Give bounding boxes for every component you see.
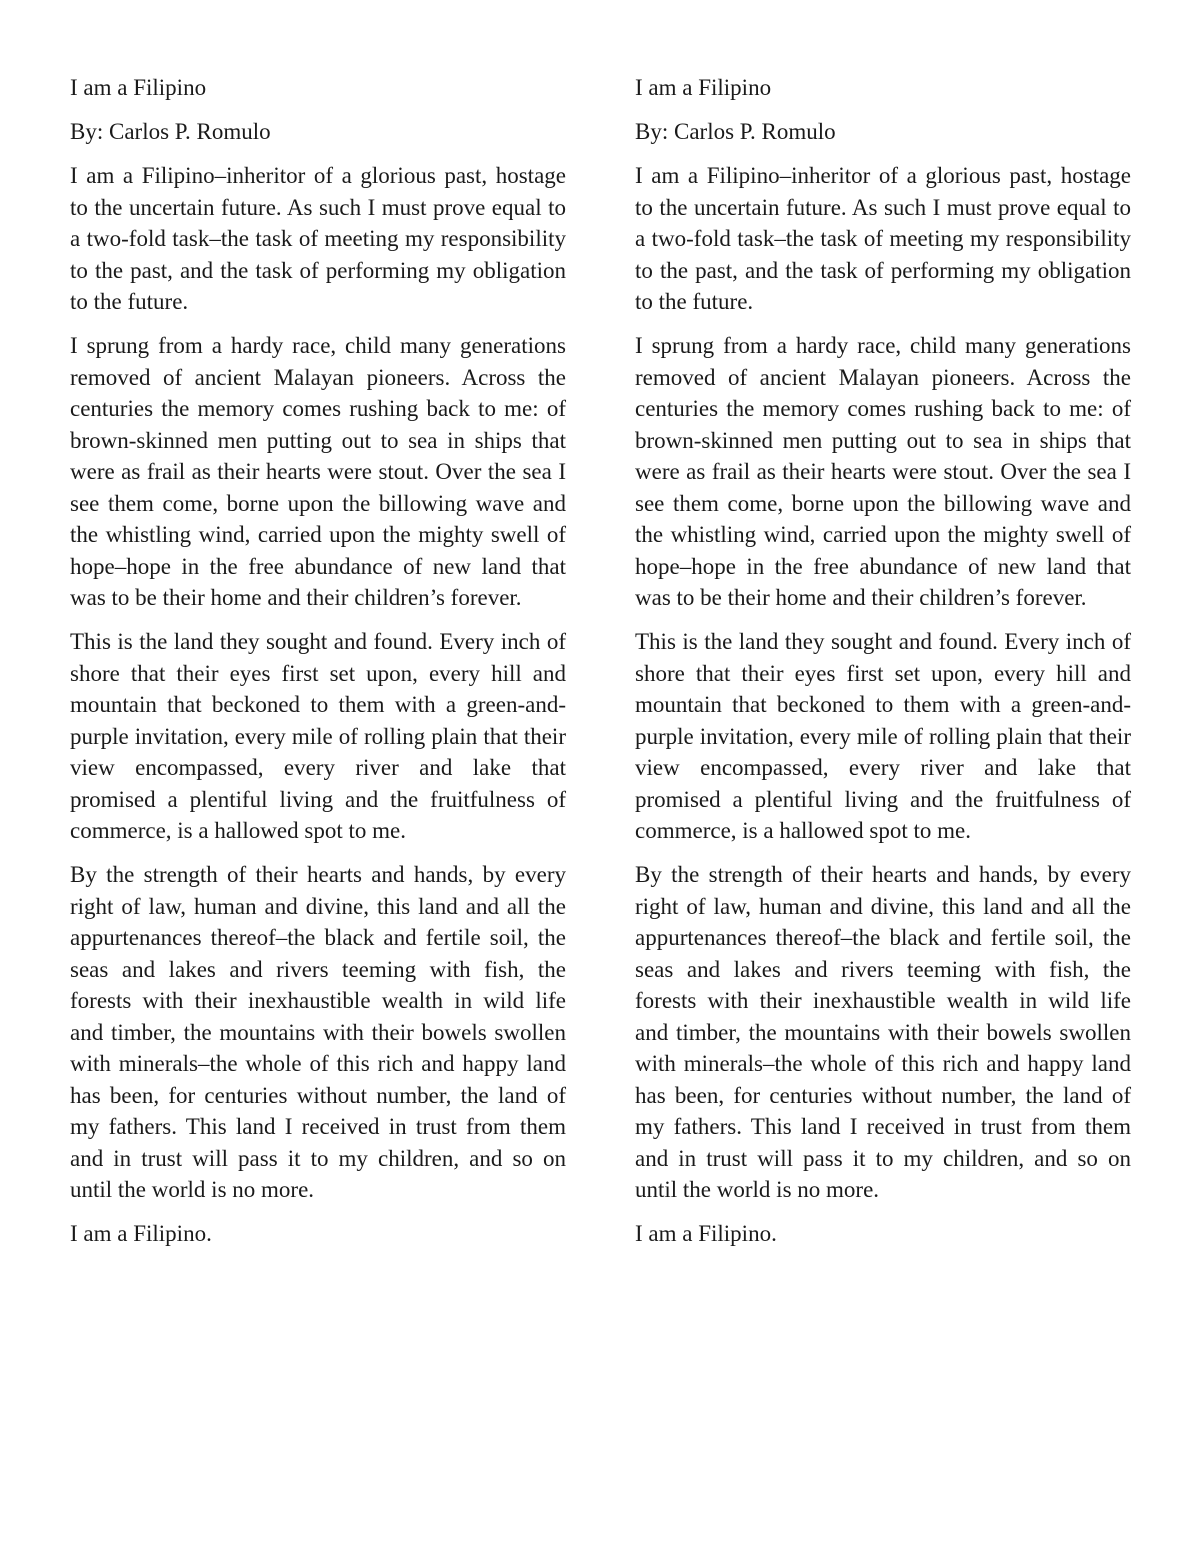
poem-byline: By: Carlos P. Romulo <box>635 119 836 144</box>
paragraph: This is the land they sought and found. Every inch of shore that their eyes first set upon, every hill and mountain that beckoned to them with a green-and-purple invitation, every mile of rolling plain that their view encompassed, every river and lake that promised a plentiful living and the fruitfulness of commerce, is a hallowed spot to me. <box>70 629 566 843</box>
left-column <box>70 72 566 1262</box>
paragraph: This is the land they sought and found. Every inch of shore that their eyes first set upon, every hill and mountain that beckoned to them with a green-and-purple invitation, every mile of rolling plain that their view encompassed, every river and lake that promised a plentiful living and the fruitfulness of commerce, is a hallowed spot to me. <box>635 629 1131 843</box>
paragraph: I sprung from a hardy race, child many generations removed of ancient Malayan pioneers. Across the centuries the memory comes rushing back to me: of brown-skinned men putting out to sea in ships that were as frail as their hearts were stout. Over the sea I see them come, borne upon the billowing wave and the whistling wind, carried upon the mighty swell of hope–hope in the free abundance of new land that was to be their home and their children’s forever. <box>635 333 1131 610</box>
closing-line: I am a Filipino. <box>70 1221 212 1246</box>
poem-title: I am a Filipino <box>635 75 772 100</box>
paragraph: I sprung from a hardy race, child many generations removed of ancient Malayan pioneers. Across the centuries the memory comes rushing back to me: of brown-skinned men putting out to sea in ships that were as frail as their hearts were stout. Over the sea I see them come, borne upon the billowing wave and the whistling wind, carried upon the mighty swell of hope–hope in the free abundance of new land that was to be their home and their children’s forever. <box>70 333 566 610</box>
paragraph: I am a Filipino–inheritor of a glorious past, hostage to the uncertain future. As such I must prove equal to a two-fold task–the task of meeting my responsibility to the past, and the task of performing my obligation to the future. <box>635 163 1131 314</box>
poem-title: I am a Filipino <box>70 75 207 100</box>
paragraph: I am a Filipino–inheritor of a glorious past, hostage to the uncertain future. As such I must prove equal to a two-fold task–the task of meeting my responsibility to the past, and the task of performing my obligation to the future. <box>70 163 566 314</box>
poem-byline: By: Carlos P. Romulo <box>70 119 271 144</box>
paragraph: By the strength of their hearts and hands, by every right of law, human and divine, this land and all the appurtenances thereof–the black and fertile soil, the seas and lakes and rivers teeming with fish, the forests with their inexhaustible wealth in wild life and timber, the mountains with their bowels swollen with minerals–the whole of this rich and happy land has been, for centuries without number, the land of my fathers. This land I received in trust from them and in trust will pass it to my children, and so on until the world is no more. <box>635 862 1131 1202</box>
paragraph: By the strength of their hearts and hands, by every right of law, human and divine, this land and all the appurtenances thereof–the black and fertile soil, the seas and lakes and rivers teeming with fish, the forests with their inexhaustible wealth in wild life and timber, the mountains with their bowels swollen with minerals–the whole of this rich and happy land has been, for centuries without number, the land of my fathers. This land I received in trust from them and in trust will pass it to my children, and so on until the world is no more. <box>70 862 566 1202</box>
right-column <box>635 72 1131 1262</box>
closing-line: I am a Filipino. <box>635 1221 777 1246</box>
